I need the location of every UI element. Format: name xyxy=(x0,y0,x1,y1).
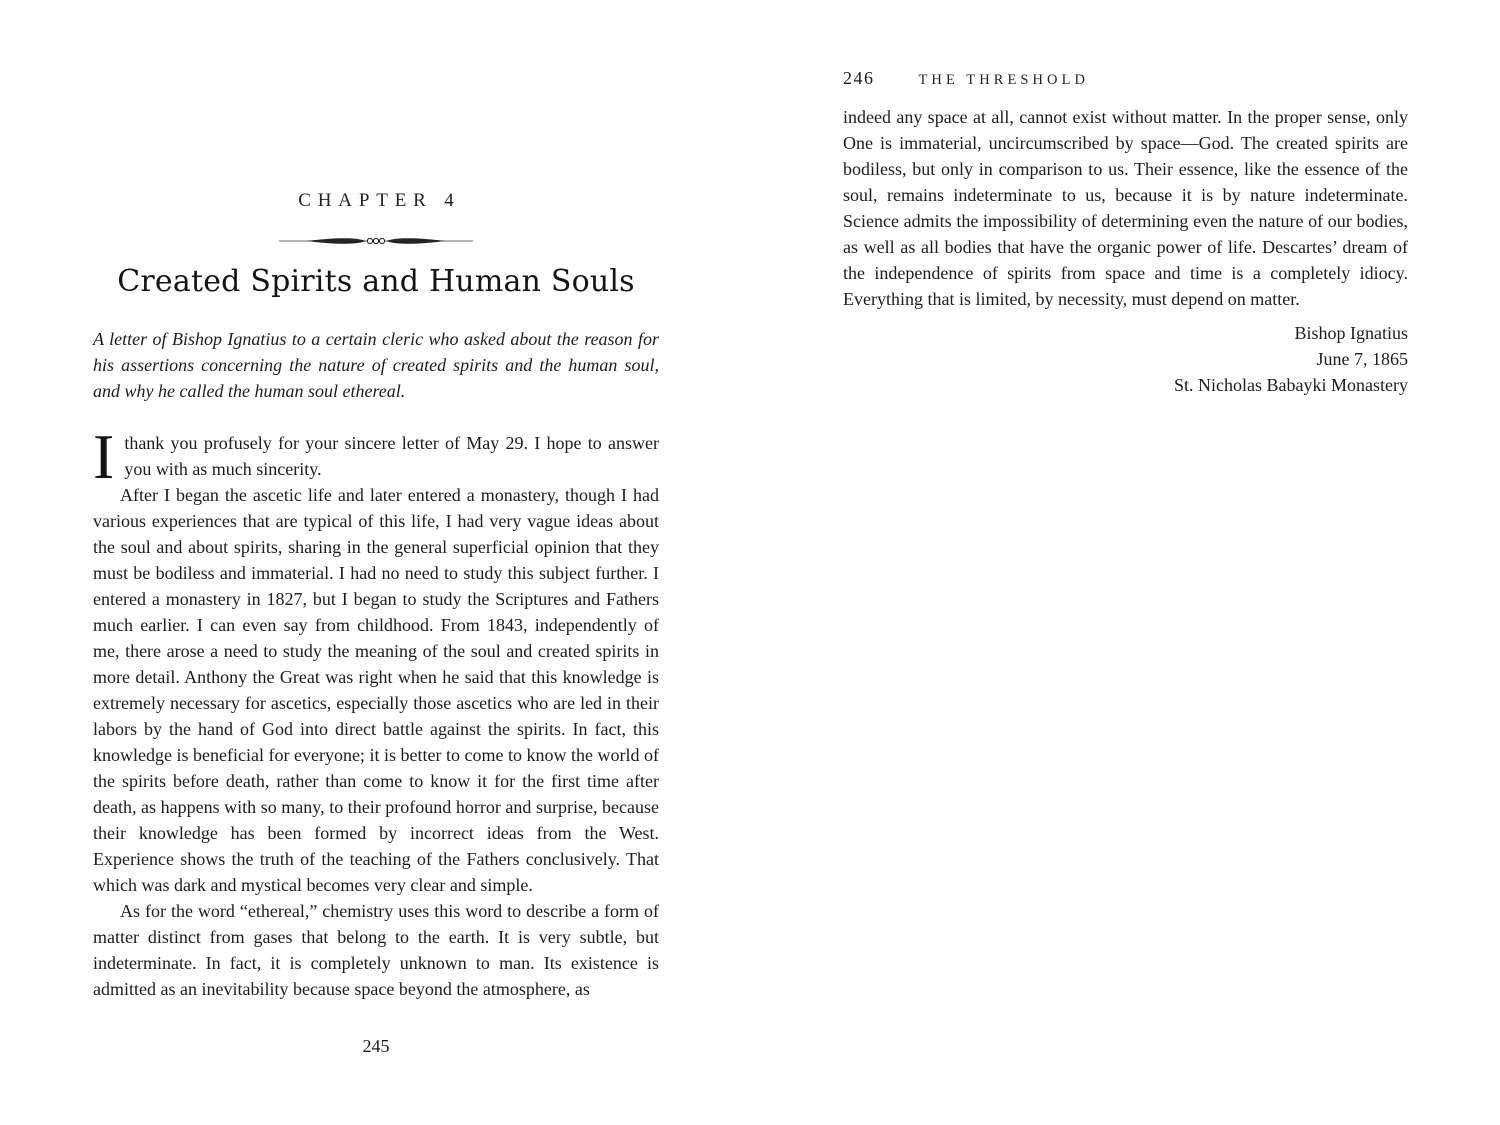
fleuron-divider-icon xyxy=(278,234,474,248)
paragraph-text: thank you profusely for your sincere letter of May 29. I hope to answer you with as much sincerity. xyxy=(124,433,659,479)
signature-block xyxy=(843,320,1408,398)
epigraph: A letter of Bishop Ignatius to a certain cleric who asked about the reason for his assertions concerning the nature of created spirits and the human soul, and why he called the human soul ethereal. xyxy=(93,329,659,401)
right-page xyxy=(843,0,1408,1125)
signature-line-place: St. Nicholas Babayki Monastery xyxy=(1174,375,1408,395)
page-number: 245 xyxy=(362,1036,390,1056)
paragraph xyxy=(93,421,659,492)
signature-line-author: Bishop Ignatius xyxy=(1294,323,1408,343)
running-title: THE THRESHOLD xyxy=(918,72,1090,88)
page-number: 246 xyxy=(843,68,875,88)
left-page xyxy=(93,0,659,1125)
signature-line-date: June 7, 1865 xyxy=(1316,349,1408,369)
chapter-title: Created Spirits and Human Souls xyxy=(117,264,635,299)
running-header xyxy=(843,68,1408,89)
ornament-divider xyxy=(93,234,659,248)
chapter-label: CHAPTER 4 xyxy=(298,190,461,211)
drop-cap: I xyxy=(93,421,115,492)
paragraph: As for the word “ethereal,” chemistry uses this word to describe a form of matter distinct from gases that belong to the earth. It is very subtle, but indeterminate. In fact, it is completely unknown to man. Its existence is admitted as an inevitability because space beyond the atmosphere, as xyxy=(93,901,659,999)
paragraph: After I began the ascetic life and later entered a monastery, though I had various experiences that are typical of this life, I had very vague ideas about the soul and about spirits, sharing in the general superficial opinion that they must be bodiless and immaterial. I had no need to study this subject further. I entered a monastery in 1827, but I began to study the Scriptures and Fathers much earlier. I can even say from childhood. From 1843, independently of me, there arose a need to study the meaning of the soul and created spirits in more detail. Anthony the Great was right when he said that this knowledge is extremely necessary for ascetics, especially those ascetics who are led in their labors by the hand of God into direct battle against the spirits. In fact, this knowledge is beneficial for everyone; it is better to come to know the world of the spirits before death, rather than come to know it for the first time after death, as happens with so many, to their profound horror and surprise, because their knowledge has been formed by incorrect ideas from the West. Experience shows the truth of the teaching of the Fathers conclusively. That which was dark and mystical becomes very clear and simple. xyxy=(93,485,659,895)
paragraph: indeed any space at all, cannot exist without matter. In the proper sense, only One is immaterial, uncircumscribed by space—God. The created spirits are bodiless, but only in comparison to us. Their essence, like the essence of the soul, remains indeterminate to us, because it is by nature indeterminate. Science admits the impossibility of determining even the nature of our bodies, as well as all bodies that have the organic power of life. Descartes’ dream of the independence of spirits from space and time is a completely idiocy. Everything that is limited, by necessity, must depend on matter. xyxy=(843,107,1408,309)
